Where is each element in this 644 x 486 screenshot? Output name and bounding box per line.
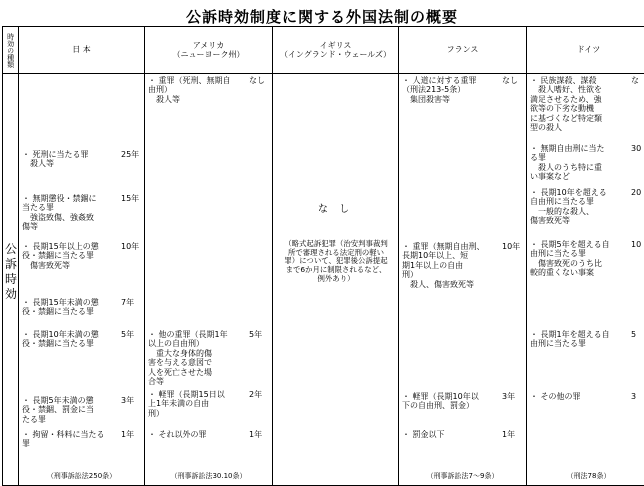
header-japan bbox=[19, 27, 145, 74]
germany-item-5: ・ 長期1年を超える自 由刑に当たる罪 bbox=[530, 330, 626, 349]
header-germany-label: ドイツ bbox=[577, 45, 601, 54]
germany-period-1: な bbox=[631, 76, 639, 85]
header-uk-line2: （イングランド・ウェールズ） bbox=[273, 50, 398, 59]
usa-item-1: ・ 重罪（死刑、無期自 由刑） 殺人等 bbox=[148, 76, 246, 104]
germany-citation: （刑法78条） bbox=[527, 472, 644, 480]
header-uk-line1: イギリス bbox=[273, 41, 398, 50]
japan-citation: （刑事訴訟法250条） bbox=[19, 472, 144, 480]
header-type bbox=[3, 27, 19, 74]
header-usa bbox=[145, 27, 273, 74]
france-cell bbox=[399, 74, 527, 486]
germany-period-4: 10 bbox=[631, 240, 641, 249]
japan-period-6: 3年 bbox=[121, 396, 134, 405]
uk-exception-note: （略式起訴犯罪（治安判事裁判 所で審理される法定刑の軽い 罪）について、犯罪後公訴提起 まで6か月に制限されるなど、 例外あり） bbox=[277, 240, 395, 284]
usa-period-4: 1年 bbox=[249, 430, 262, 439]
japan-item-6: ・ 長期5年未満の懲 役・禁錮、罰金に当 たる罪 bbox=[22, 396, 118, 424]
header-usa-line2: （ニューヨーク州） bbox=[145, 50, 272, 59]
france-period-2: 10年 bbox=[502, 242, 520, 251]
france-period-1: なし bbox=[502, 76, 518, 85]
germany-period-5: 5 bbox=[631, 330, 636, 339]
germany-period-3: 20 bbox=[631, 188, 641, 197]
header-japan-label: 日 本 bbox=[72, 45, 91, 54]
header-germany bbox=[527, 27, 644, 74]
row-label-cell bbox=[3, 74, 19, 486]
japan-cell bbox=[19, 74, 145, 486]
page-title: 公訴時効制度に関する外国法制の概要 bbox=[0, 6, 644, 27]
usa-item-4: ・ それ以外の罪 bbox=[148, 430, 246, 439]
usa-cell bbox=[145, 74, 273, 486]
france-item-1: ・ 人道に対する重罪 （刑法213-5条） 集団殺害等 bbox=[402, 76, 500, 104]
japan-period-5: 5年 bbox=[121, 330, 134, 339]
header-france bbox=[399, 27, 527, 74]
uk-none-label: な し bbox=[273, 204, 398, 216]
body-row bbox=[3, 74, 644, 486]
header-usa-line1: アメリカ bbox=[145, 41, 272, 50]
japan-period-1: 25年 bbox=[121, 150, 139, 159]
row-label: 公訴時効 bbox=[4, 242, 18, 302]
japan-item-4: ・ 長期15年未満の懲 役・禁錮に当たる罪 bbox=[22, 298, 118, 317]
germany-item-4: ・ 長期5年を超える自 由刑に当たる罪 傷害致死のうち比 較的重くない事案 bbox=[530, 240, 626, 278]
germany-item-2: ・ 無期自由刑に当た る罪 殺人のうち特に重 い事案など bbox=[530, 144, 626, 182]
germany-period-2: 30 bbox=[631, 144, 641, 153]
germany-item-3: ・ 長期10年を超える 自由刑に当たる罪 一般的な殺人、 傷害致死等 bbox=[530, 188, 626, 226]
japan-item-2: ・ 無期懲役・禁錮に 当たる罪 強盗致傷、強姦致 傷等 bbox=[22, 194, 118, 232]
germany-cell bbox=[527, 74, 644, 486]
germany-item-6: ・ その他の罪 bbox=[530, 392, 626, 401]
header-uk bbox=[273, 27, 399, 74]
france-item-4: ・ 罰金以下 bbox=[402, 430, 500, 439]
header-france-label: フランス bbox=[447, 45, 479, 54]
japan-period-4: 7年 bbox=[121, 298, 134, 307]
france-period-4: 1年 bbox=[502, 430, 515, 439]
france-item-2: ・ 重罪（無期自由刑、 長期10年以上、短 期1年以上の自由 刑） 殺人、傷害致死等 bbox=[402, 242, 500, 289]
japan-item-3: ・ 長期15年以上の懲 役・禁錮に当たる罪 傷害致死等 bbox=[22, 242, 118, 270]
japan-period-7: 1年 bbox=[121, 430, 134, 439]
japan-item-7: ・ 拘留・科料に当たる 罪 bbox=[22, 430, 118, 449]
header-type-label: 時効の種類 bbox=[6, 33, 14, 68]
usa-item-3: ・ 軽罪（長期15日以 上1年未満の自由 刑） bbox=[148, 390, 246, 418]
header-row bbox=[3, 27, 644, 74]
usa-period-3: 2年 bbox=[249, 390, 262, 399]
france-item-3: ・ 軽罪（長期10年以 下の自由刑、罰金） bbox=[402, 392, 500, 411]
usa-citation: （刑事訴訟法30.10条） bbox=[145, 472, 272, 480]
germany-period-6: 3 bbox=[631, 392, 636, 401]
japan-item-5: ・ 長期10年未満の懲 役・禁錮に当たる罪 bbox=[22, 330, 118, 349]
france-citation: （刑事訴訟法7～9条） bbox=[399, 472, 526, 480]
france-period-3: 3年 bbox=[502, 392, 515, 401]
usa-period-2: 5年 bbox=[249, 330, 262, 339]
germany-item-1: ・ 民族謀殺、謀殺 殺人嗜好、性欲を 満足させるため、強 欲等の下劣な動機 に基づくなど特定類 型の殺人 bbox=[530, 76, 626, 133]
usa-period-1: なし bbox=[249, 76, 265, 85]
comparison-table bbox=[2, 26, 644, 486]
japan-period-3: 10年 bbox=[121, 242, 139, 251]
usa-item-2: ・ 他の重罪（長期1年 以上の自由刑） 重大な身体的傷 害を与える意図で 人を死亡させた場 合等 bbox=[148, 330, 246, 387]
japan-period-2: 15年 bbox=[121, 194, 139, 203]
japan-item-1: ・ 死刑に当たる罪 殺人等 bbox=[22, 150, 118, 169]
uk-cell bbox=[273, 74, 399, 486]
